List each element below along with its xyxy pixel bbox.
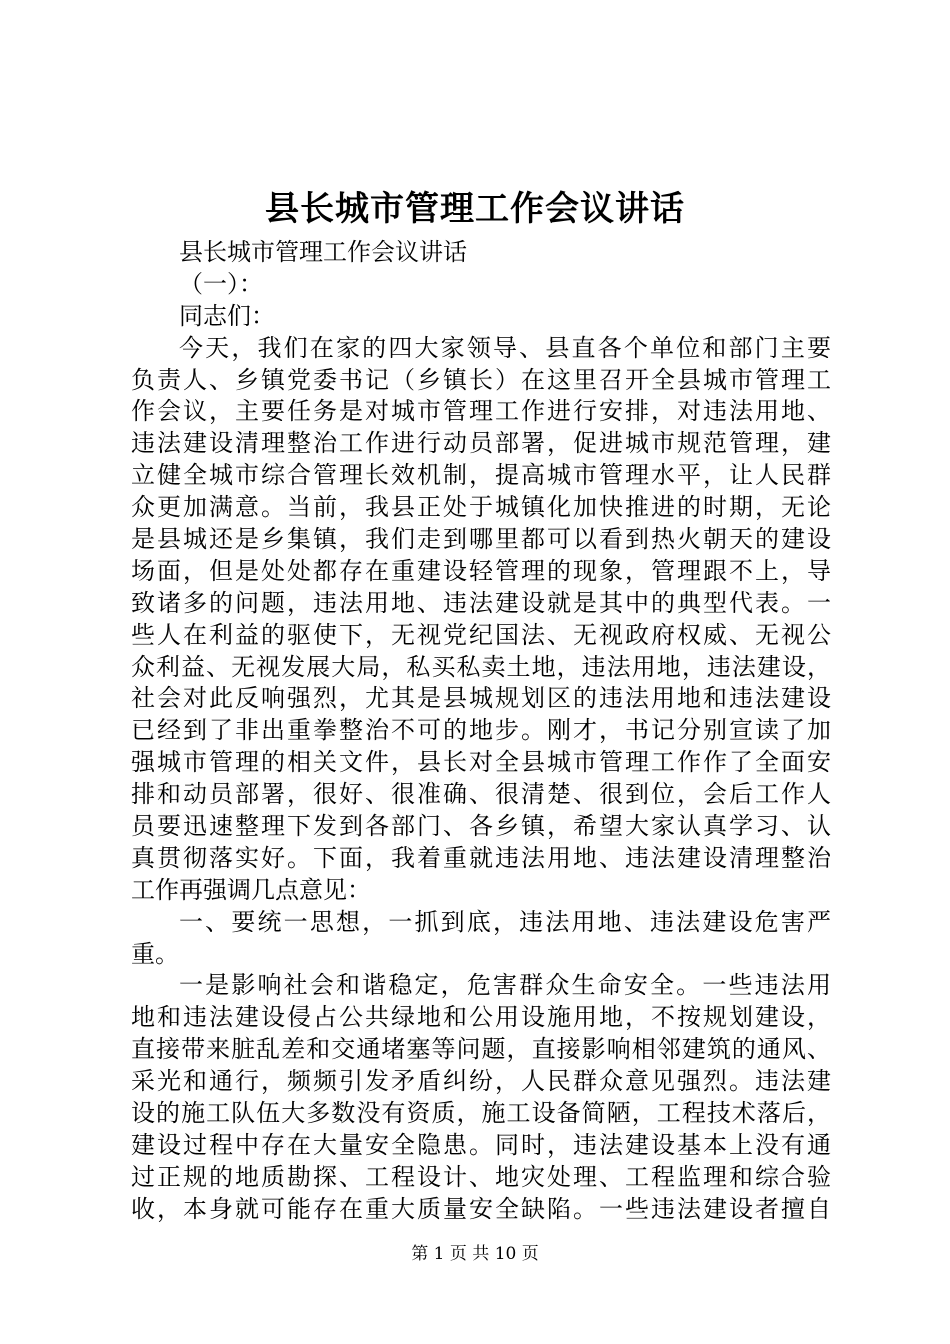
body-line: 社会对此反响强烈，尤其是县城规划区的违法用地和违法建设: [131, 684, 831, 713]
body-line: 设的施工队伍大多数没有资质，施工设备简陋，工程技术落后，: [131, 1099, 831, 1128]
body-line: 作会议，主要任务是对城市管理工作进行安排，对违法用地、: [131, 397, 831, 426]
body-line: 县长城市管理工作会议讲话: [179, 238, 467, 266]
body-line: 是县城还是乡集镇，我们走到哪里都可以看到热火朝天的建设: [131, 525, 831, 554]
body-line: 负责人、乡镇党委书记（乡镇长）在这里召开全县城市管理工: [131, 365, 831, 394]
body-line: 采光和通行，频频引发矛盾纠纷，人民群众意见强烈。违法建: [131, 1067, 831, 1096]
body-line: 众更加满意。当前，我县正处于城镇化加快推进的时期，无论: [131, 493, 831, 522]
page-number-footer: 第 1 页 共 10 页: [411, 1244, 539, 1264]
body-line: 些人在利益的驱使下，无视党纪国法、无视政府权威、无视公: [131, 620, 831, 649]
body-line: 同志们：: [179, 301, 275, 330]
body-line: 立健全城市综合管理长效机制，提高城市管理水平，让人民群: [131, 461, 831, 490]
body-line: 众利益、无视发展大局，私买私卖土地，违法用地，违法建设，: [131, 652, 831, 681]
body-line: （一）：: [179, 269, 263, 298]
body-line: 排和动员部署，很好、很准确、很清楚、很到位，会后工作人: [131, 780, 831, 809]
body-line: 一是影响社会和谐稳定，危害群众生命安全。一些违法用: [179, 971, 831, 1000]
document-body: [131, 237, 831, 1226]
body-line: 一、要统一思想，一抓到底，违法用地、违法建设危害严: [179, 907, 831, 936]
body-line: 过正规的地质勘探、工程设计、地灾处理、工程监理和综合验: [131, 1162, 831, 1191]
body-line: 重。: [131, 939, 179, 968]
body-line: 今天，我们在家的四大家领导、县直各个单位和部门主要: [179, 333, 831, 362]
body-line: 建设过程中存在大量安全隐患。同时，违法建设基本上没有通: [131, 1130, 831, 1159]
body-line: 违法建设清理整治工作进行动员部署，促进城市规范管理，建: [131, 429, 831, 458]
body-line: 地和违法建设侵占公共绿地和公用设施用地，不按规划建设，: [131, 1003, 831, 1032]
body-line: 收，本身就可能存在重大质量安全缺陷。一些违法建设者擅自: [131, 1194, 831, 1223]
body-line: 致诸多的问题，违法用地、违法建设就是其中的典型代表。一: [131, 588, 831, 617]
body-line: 已经到了非出重拳整治不可的地步。刚才，书记分别宣读了加: [131, 716, 831, 745]
document-title: 县长城市管理工作会议讲话: [265, 189, 685, 229]
body-line: 场面，但是处处都存在重建设轻管理的现象，管理跟不上，导: [131, 556, 831, 585]
body-line: 工作再强调几点意见：: [131, 875, 371, 904]
body-line: 员要迅速整理下发到各部门、各乡镇，希望大家认真学习、认: [131, 812, 831, 841]
body-line: 真贯彻落实好。下面，我着重就违法用地、违法建设清理整治: [131, 843, 831, 872]
body-line: 直接带来脏乱差和交通堵塞等问题，直接影响相邻建筑的通风、: [131, 1035, 831, 1064]
body-line: 强城市管理的相关文件，县长对全县城市管理工作作了全面安: [131, 748, 831, 777]
